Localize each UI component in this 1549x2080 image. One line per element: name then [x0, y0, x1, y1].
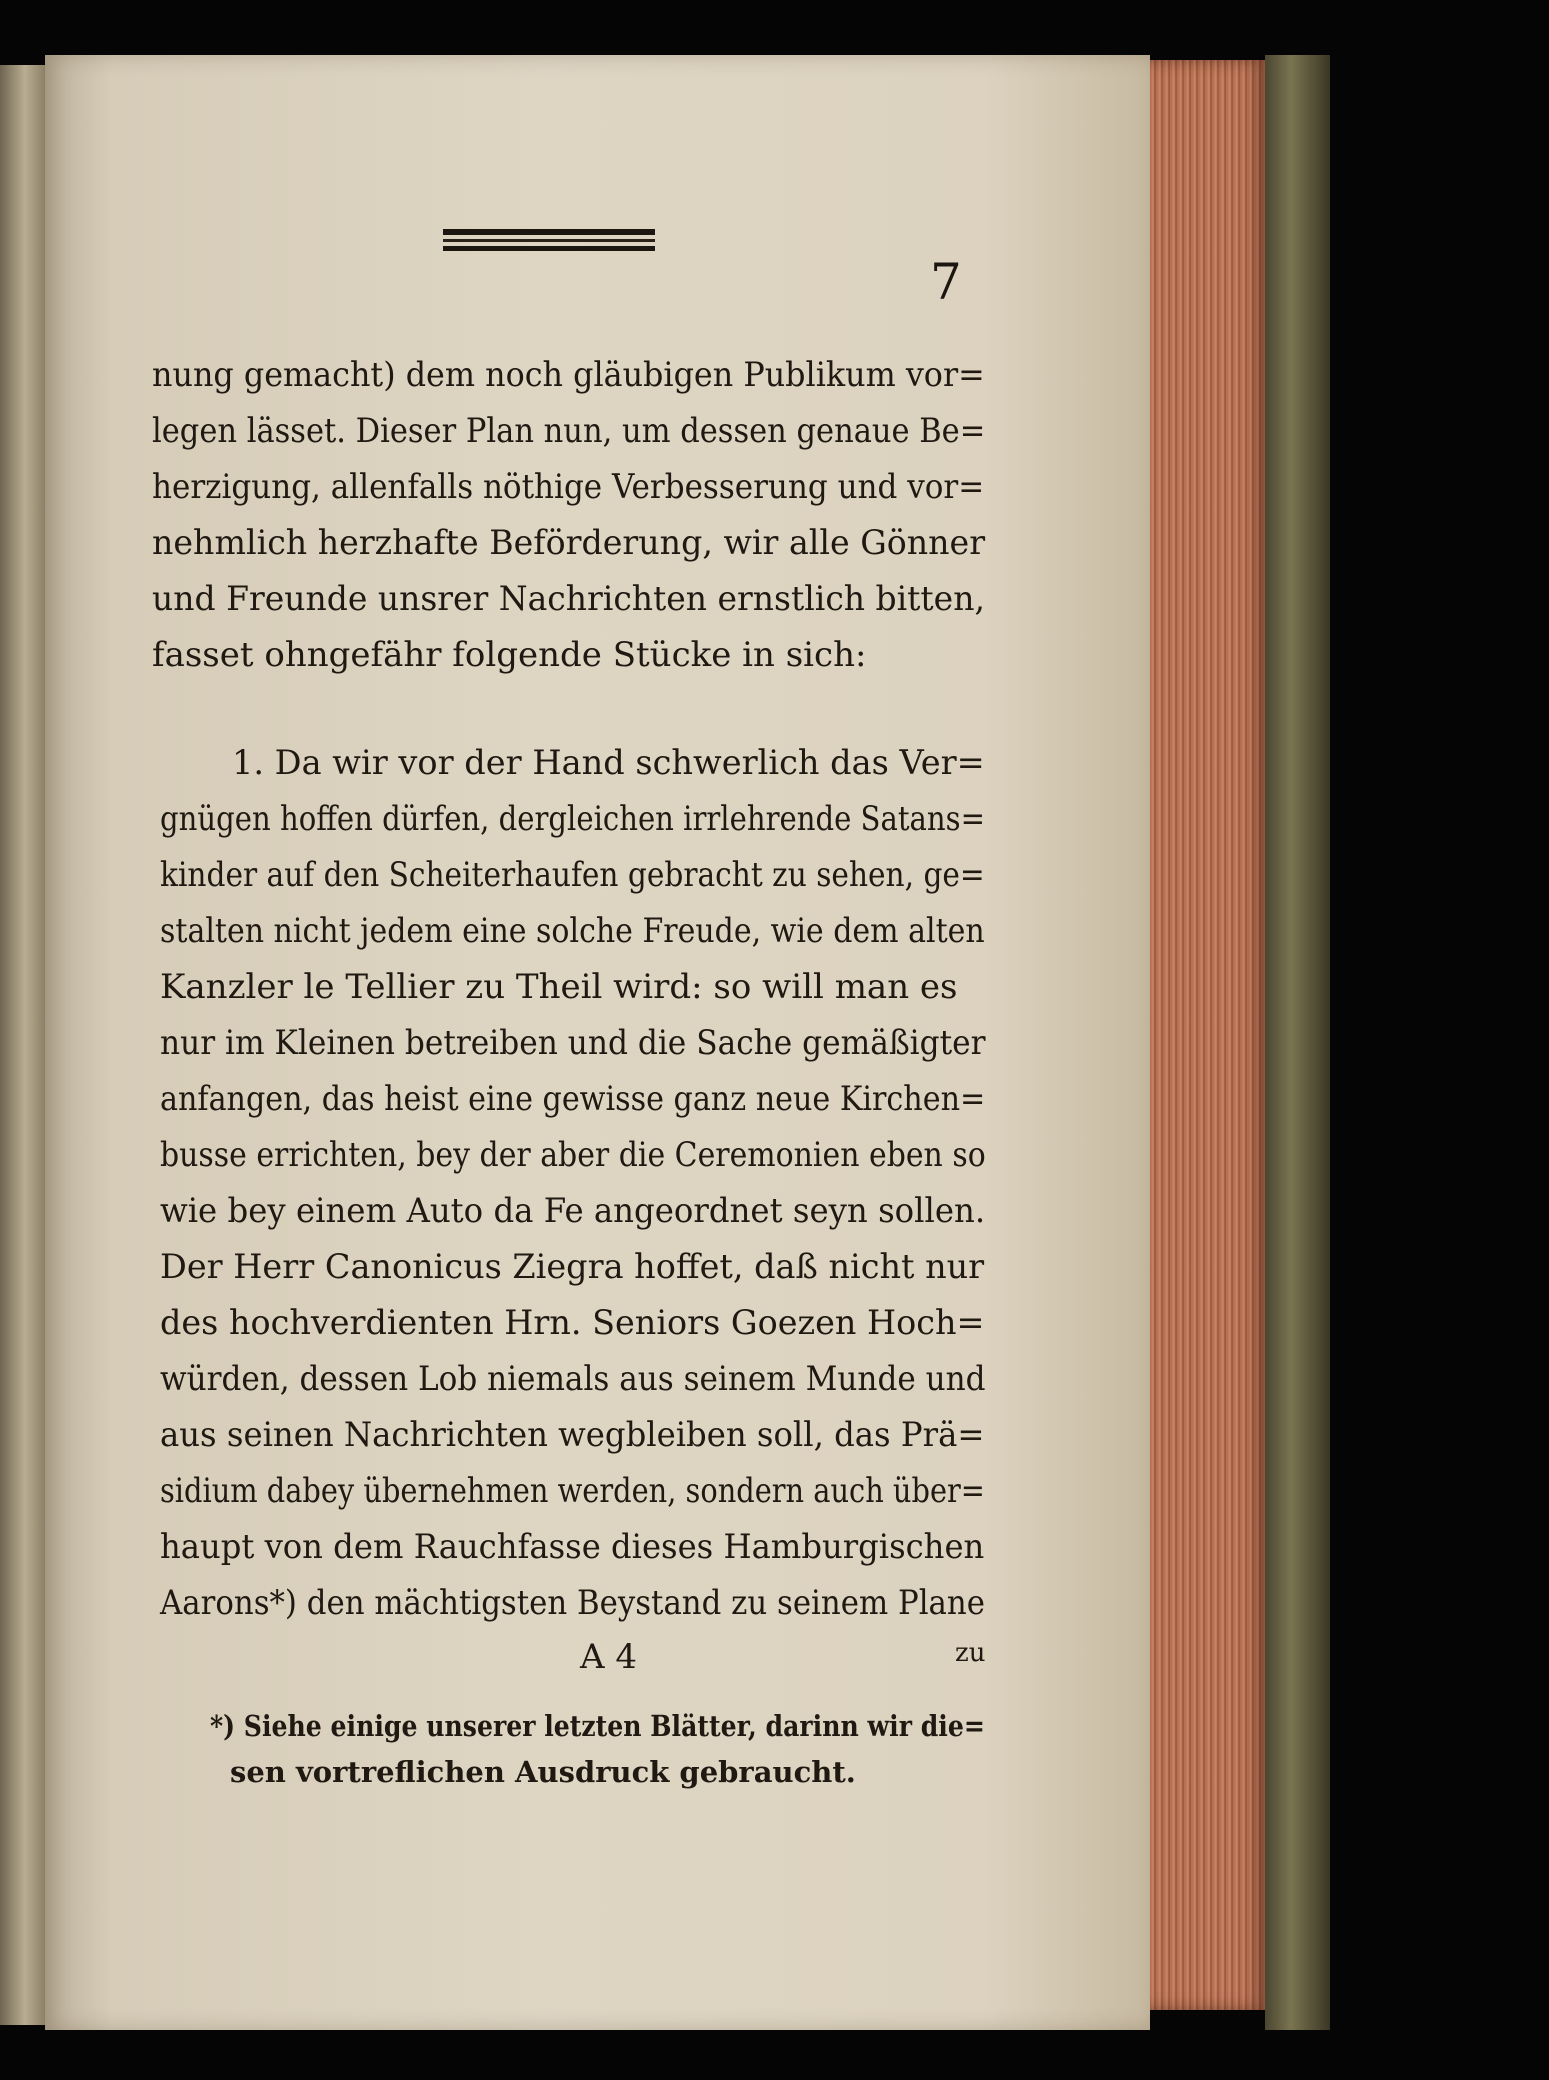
text-line: fasset ohngefähr folgende Stücke in sich: — [152, 635, 867, 675]
text-line: Der Herr Canonicus Ziegra hoffet, daß nicht nur — [160, 1247, 985, 1287]
footnote-line: sen vortreflichen Ausdruck gebraucht. — [230, 1755, 856, 1789]
text-line: busse errichten, bey der aber die Ceremonien eben so — [160, 1135, 986, 1175]
text-line: nehmlich herzhafte Beförderung, wir alle Gönner — [152, 523, 986, 563]
text-line: würden, dessen Lob niemals aus seinem Munde und — [160, 1359, 986, 1399]
text-line: gnügen hoffen dürfen, dergleichen irrlehrende Satans= — [160, 799, 985, 839]
text-line: herzigung, allenfalls nöthige Verbesserung und vor= — [152, 467, 985, 507]
book-cover-board — [1265, 55, 1330, 2030]
text-line: wie bey einem Auto da Fe angeordnet seyn sollen. — [160, 1191, 986, 1231]
previous-page-edge — [0, 65, 45, 2025]
text-line: des hochverdienten Hrn. Seniors Goezen Hoch= — [160, 1303, 985, 1343]
footnote-line: *) Siehe einige unserer letzten Blätter, darinn wir die= — [210, 1709, 985, 1743]
text-line: aus seinen Nachrichten wegbleiben soll, das Prä= — [160, 1415, 985, 1455]
text-line: Aarons*) den mächtigsten Beystand zu seinem Plane — [160, 1583, 985, 1623]
text-line: und Freunde unsrer Nachrichten ernstlich bitten, — [152, 579, 985, 619]
catchword: zu — [955, 1638, 986, 1668]
text-line: kinder auf den Scheiterhaufen gebracht zu sehen, ge= — [160, 855, 985, 895]
text-line: 1. Da wir vor der Hand schwerlich das Ver= — [232, 743, 985, 783]
text-line: haupt von dem Rauchfasse dieses Hamburgischen — [160, 1527, 985, 1567]
text-line: Kanzler le Tellier zu Theil wird: so will man es — [160, 967, 958, 1007]
text-line: nur im Kleinen betreiben und die Sache gemäßigter — [160, 1023, 986, 1063]
header-rule-ornament — [443, 227, 655, 253]
text-line: stalten nicht jedem eine solche Freude, wie dem alten — [160, 911, 985, 951]
text-line: legen lässet. Dieser Plan nun, um dessen genaue Be= — [152, 411, 986, 451]
page-number: 7 — [930, 253, 962, 311]
text-line: anfangen, das heist eine gewisse ganz neue Kirchen= — [160, 1079, 986, 1119]
text-line: nung gemacht) dem noch gläubigen Publikum vor= — [152, 355, 985, 395]
page-edges — [1150, 60, 1270, 2010]
signature-mark: A 4 — [580, 1637, 637, 1677]
text-line: sidium dabey übernehmen werden, sondern auch über= — [160, 1471, 985, 1511]
